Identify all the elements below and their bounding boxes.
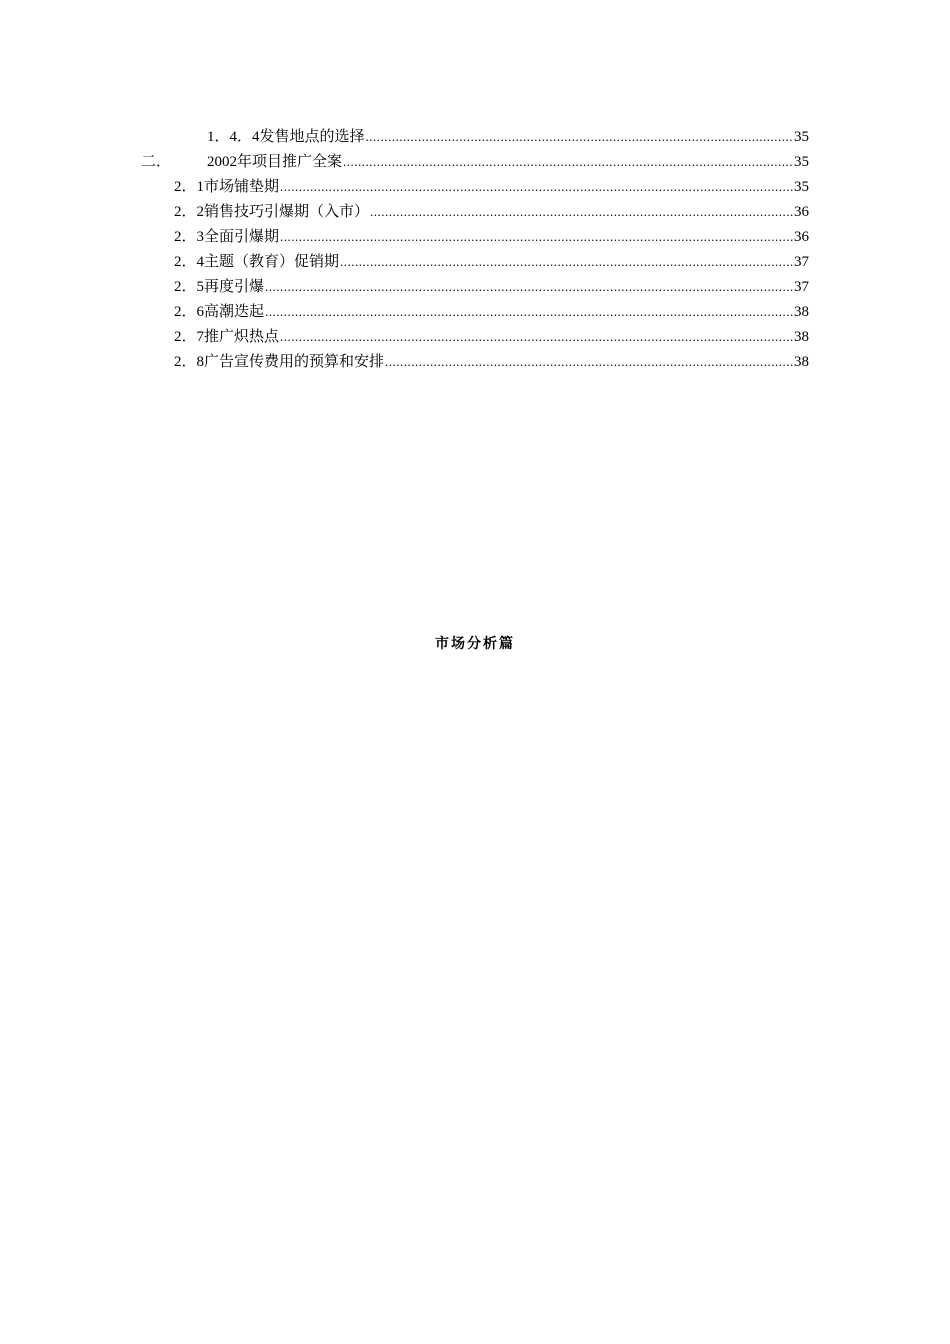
toc-entry[interactable] xyxy=(174,276,809,298)
toc-dot-leader xyxy=(280,326,793,348)
toc-entry[interactable] xyxy=(174,251,809,273)
toc-entry[interactable] xyxy=(207,126,809,148)
toc-entry-page: 38 xyxy=(794,329,809,345)
toc-entry-title: 销售技巧引爆期（入市） xyxy=(204,204,370,220)
toc-entry-title: 市场铺垫期 xyxy=(204,179,280,195)
toc-entry[interactable] xyxy=(174,326,809,348)
toc-entry[interactable] xyxy=(174,201,809,223)
toc-entry-page: 35 xyxy=(794,179,809,195)
toc-entry-page: 35 xyxy=(794,154,809,170)
toc-entry-number: 2．8 xyxy=(174,354,205,370)
toc-entry[interactable] xyxy=(174,301,809,323)
toc-entry-number: 二． xyxy=(141,154,172,170)
toc-entry-title: 再度引爆 xyxy=(204,279,265,295)
toc-entry[interactable] xyxy=(174,226,809,248)
toc-entry[interactable] xyxy=(174,351,809,373)
toc-entry-number: 2．5 xyxy=(174,279,205,295)
toc-entry-page: 36 xyxy=(794,229,809,245)
toc-entry-page: 38 xyxy=(794,304,809,320)
toc-dot-leader xyxy=(265,301,793,323)
toc-entry-number: 2．4 xyxy=(174,254,205,270)
toc-entry-number: 2．2 xyxy=(174,204,205,220)
toc-dot-leader xyxy=(280,226,793,248)
toc-entry-number: 2．3 xyxy=(174,229,205,245)
toc-dot-leader xyxy=(385,351,793,373)
toc-dot-leader xyxy=(265,276,793,298)
toc-entry-title: 主题（教育）促销期 xyxy=(204,254,340,270)
toc-entry-number: 2．6 xyxy=(174,304,205,320)
toc-entry-title: 全面引爆期 xyxy=(204,229,280,245)
toc-dot-leader xyxy=(343,151,793,173)
toc-entry[interactable] xyxy=(174,176,809,198)
toc-entry-title: 推广炽热点 xyxy=(204,329,280,345)
toc-entry-page: 37 xyxy=(794,279,809,295)
toc-entry-page: 36 xyxy=(794,204,809,220)
toc-entry-title: 发售地点的选择 xyxy=(259,129,365,145)
section-heading: 市场分析篇 xyxy=(435,636,515,652)
toc-entry-title: 2002年项目推广全案 xyxy=(207,154,343,170)
toc-entry[interactable] xyxy=(141,151,809,173)
toc-entry-page: 38 xyxy=(794,354,809,370)
toc-dot-leader xyxy=(366,126,793,148)
toc-entry-number: 2．1 xyxy=(174,179,205,195)
toc-entry-number: 1．4．4 xyxy=(207,129,260,145)
toc-entry-page: 35 xyxy=(794,129,809,145)
toc-entry-page: 37 xyxy=(794,254,809,270)
toc-dot-leader xyxy=(370,201,793,223)
toc-entry-title: 高潮迭起 xyxy=(204,304,265,320)
toc-dot-leader xyxy=(280,176,793,198)
toc-entry-number: 2．7 xyxy=(174,329,205,345)
toc-dot-leader xyxy=(340,251,793,273)
toc-entry-title: 广告宣传费用的预算和安排 xyxy=(204,354,385,370)
